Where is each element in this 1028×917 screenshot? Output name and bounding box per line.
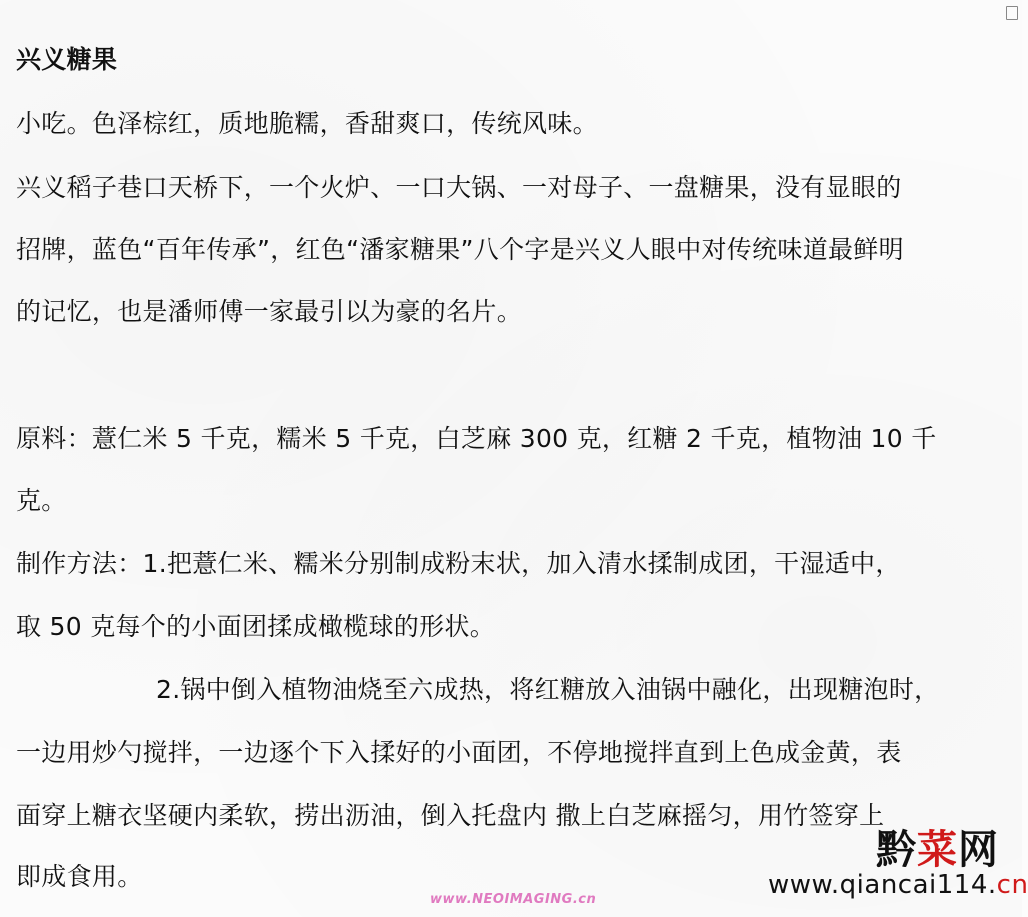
text-line-9: 2.锅中倒入植物油烧至六成热，将红糖放入油锅中融化，出现糖泡时， [156,675,940,704]
text-line-1: 小吃。色泽棕红，质地脆糯，香甜爽口，传统风味。 [16,109,598,138]
text-line-4: 的记忆，也是潘师傅一家最引以为豪的名片。 [16,297,523,326]
document-title: 兴义糖果 [16,45,118,74]
watermark-logo-part3: 网 [958,827,999,873]
page-corner-icon [1000,0,1022,22]
text-line-5: 原料：薏仁米 5 千克，糯米 5 千克，白芝麻 300 克，红糖 2 千克，植物油 10 千 [16,424,937,453]
watermark-logo-part1: 黔 [876,827,917,873]
text-line-3: 招牌，蓝色“百年传承”，红色“潘家糖果”八个字是兴义人眼中对传统味道最鲜明 [16,235,904,264]
watermark-url [768,870,1028,900]
text-line-8: 取 50 克每个的小面团揉成橄榄球的形状。 [16,612,496,641]
watermark-small-text: www.NEOIMAGING.cn [430,892,597,907]
text-line-6: 克。 [16,486,67,515]
watermark-url-tld: cn [996,870,1028,900]
text-line-2: 兴义稻子巷口天桥下，一个火炉、一口大锅、一对母子、一盘糖果，没有显眼的 [16,173,902,202]
text-line-7: 制作方法：1.把薏仁米、糯米分别制成粉末状，加入清水揉制成团，干湿适中， [16,549,901,578]
watermark-logo-part2: 菜 [917,827,958,873]
text-line-11: 面穿上糖衣坚硬内柔软，捞出沥油，倒入托盘内 撒上白芝麻摇匀，用竹签穿上 [16,801,885,830]
watermark-url-main: www.qiancai114. [768,870,997,900]
text-line-10: 一边用炒勺搅拌，一边逐个下入揉好的小面团，不停地搅拌直到上色成金黄，表 [16,738,902,767]
text-line-12: 即成食用。 [16,862,143,891]
watermark-logo [876,818,999,875]
